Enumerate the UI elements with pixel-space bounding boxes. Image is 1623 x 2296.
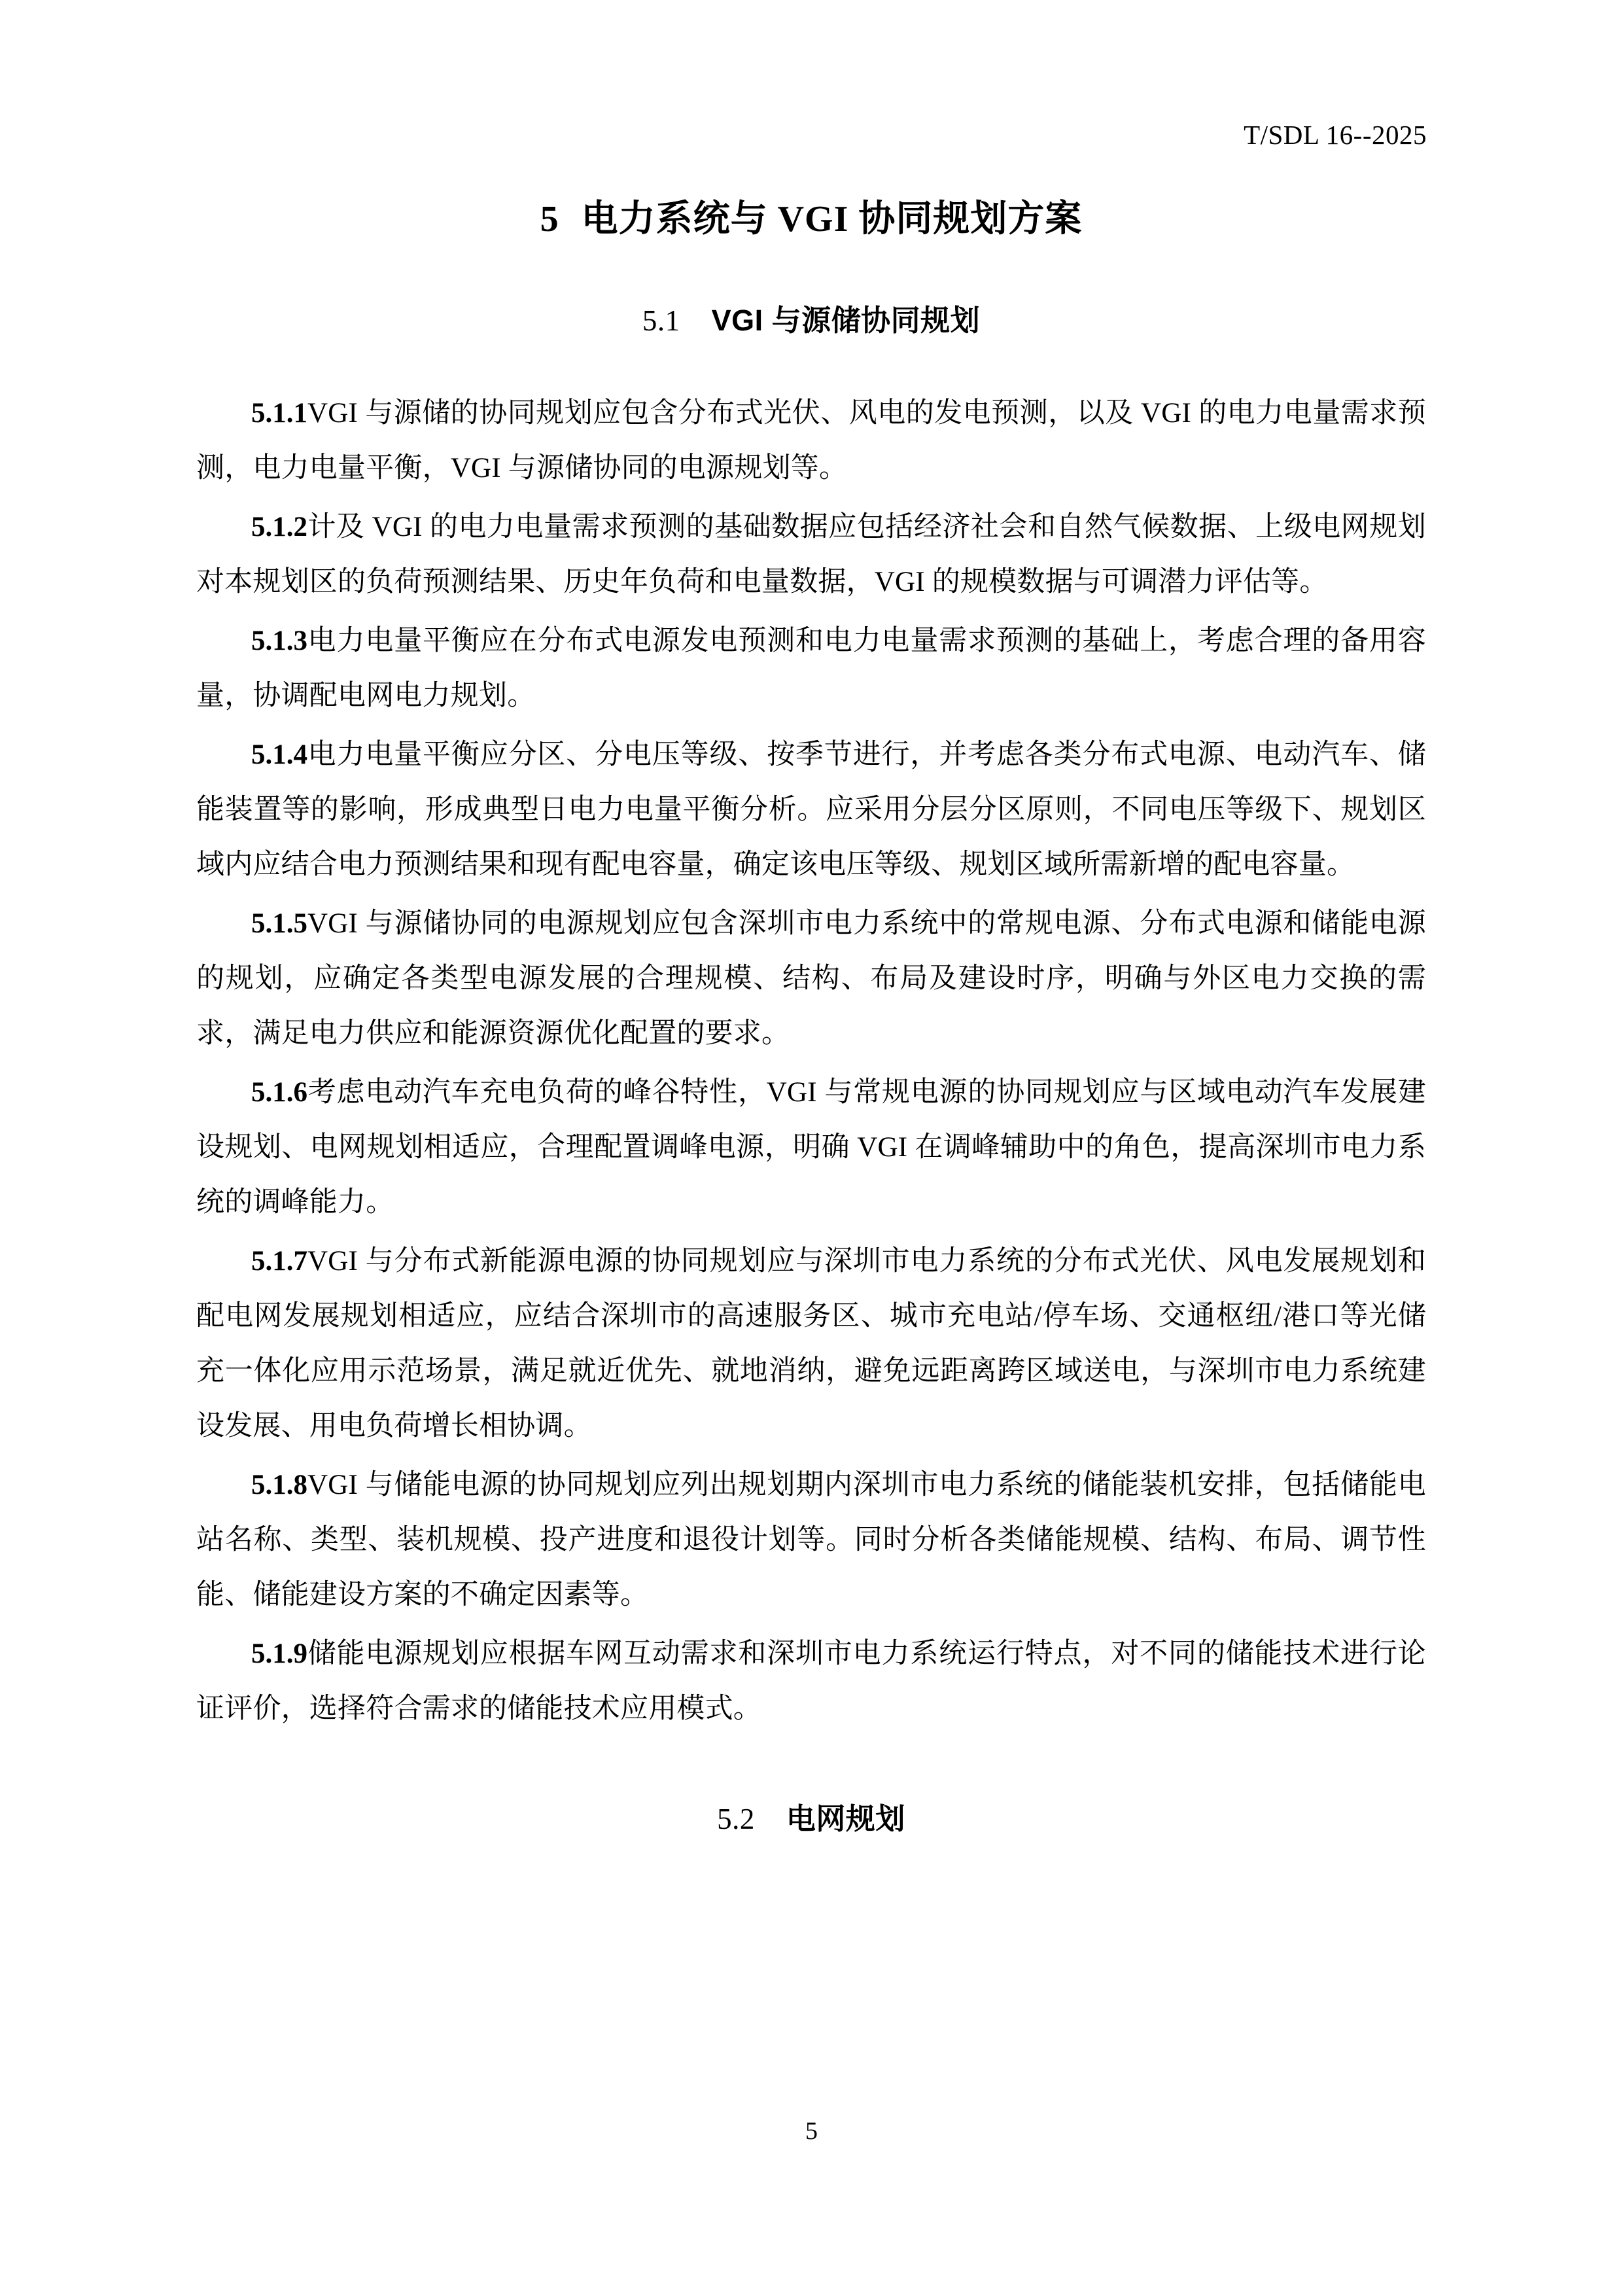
spacer-after-chapter — [196, 242, 1426, 302]
clause-label: 5.1.1 — [251, 398, 307, 429]
clause-5-1-7 — [196, 1234, 1426, 1454]
section-number-5-1: 5.1 — [642, 304, 680, 337]
page-number-value: 5 — [805, 2117, 818, 2145]
standard-code: T/SDL 16--2025 — [1244, 120, 1427, 150]
page-number — [0, 2117, 1623, 2146]
clause-5-1-2 — [196, 500, 1426, 610]
clause-text: 储能电源规划应根据车网互动需求和深圳市电力系统运行特点，对不同的储能技术进行论证评价，选择符合需求的储能技术应用模式。 — [196, 1638, 1426, 1725]
section-heading-5-1 — [196, 302, 1426, 339]
clause-5-1-6 — [196, 1065, 1426, 1230]
clause-5-1-4 — [196, 728, 1426, 892]
running-header — [196, 119, 1427, 150]
clause-label: 5.1.9 — [251, 1638, 307, 1670]
section-title-5-1: VGI 与源储协同规划 — [711, 304, 981, 337]
chapter-heading — [196, 196, 1426, 242]
clause-text: VGI 与源储协同的电源规划应包含深圳市电力系统中的常规电源、分布式电源和储能电源的规划，应确定各类型电源发展的合理规模、结构、布局及建设时序，明确与外区电力交换的需求，满足电力供应和能源资源优化配置的要求。 — [196, 908, 1427, 1050]
page-content — [196, 196, 1426, 1838]
section-number-5-2: 5.2 — [717, 1803, 755, 1836]
clause-label: 5.1.5 — [251, 908, 307, 940]
clause-label: 5.1.2 — [251, 512, 307, 543]
clause-label: 5.1.7 — [251, 1246, 307, 1277]
clause-5-1-8 — [196, 1458, 1426, 1623]
chapter-title-text: 电力系统与 VGI 协同规划方案 — [581, 199, 1083, 239]
clause-5-1-1 — [196, 386, 1426, 496]
section-heading-5-2 — [196, 1801, 1426, 1837]
clause-text: 考虑电动汽车充电负荷的峰谷特性，VGI 与常规电源的协同规划应与区域电动汽车发展建设规划、电网规划相适应，合理配置调峰电源，明确 VGI 在调峰辅助中的角色，提高深圳市电力系统的调峰能力。 — [196, 1077, 1426, 1218]
clause-text: VGI 与分布式新能源电源的协同规划应与深圳市电力系统的分布式光伏、风电发展规划和配电网发展规划相适应，应结合深圳市的高速服务区、城市充电站/停车场、交通枢纽/港口等光储充一体化应用示范场景，满足就近优先、就地消纳，避免远距离跨区域送电，与深圳市电力系统建设发展、用电负荷增长相协调。 — [196, 1246, 1427, 1442]
clause-text: VGI 与储能电源的协同规划应列出规划期内深圳市电力系统的储能装机安排，包括储能电站名称、类型、装机规模、投产进度和退役计划等。同时分析各类储能规模、结构、布局、调节性能、储能建设方案的不确定因素等。 — [196, 1470, 1427, 1611]
clause-label: 5.1.4 — [251, 739, 307, 771]
clause-label: 5.1.6 — [251, 1077, 307, 1108]
clause-label: 5.1.3 — [251, 626, 307, 657]
clause-5-1-3 — [196, 614, 1426, 724]
clause-text: VGI 与源储的协同规划应包含分布式光伏、风电的发电预测，以及 VGI 的电力电量需求预测，电力电量平衡，VGI 与源储协同的电源规划等。 — [196, 398, 1426, 484]
spacer-before-section-5-2 — [196, 1740, 1426, 1801]
clause-5-1-9 — [196, 1627, 1426, 1737]
clause-text: 电力电量平衡应分区、分电压等级、按季节进行，并考虑各类分布式电源、电动汽车、储能装置等的影响，形成典型日电力电量平衡分析。应采用分层分区原则，不同电压等级下、规划区域内应结合电力预测结果和现有配电容量，确定该电压等级、规划区域所需新增的配电容量。 — [196, 739, 1426, 881]
clause-label: 5.1.8 — [251, 1470, 307, 1501]
clause-text: 计及 VGI 的电力电量需求预测的基础数据应包括经济社会和自然气候数据、上级电网规划对本规划区的负荷预测结果、历史年负荷和电量数据，VGI 的规模数据与可调潜力评估等。 — [196, 512, 1426, 598]
chapter-number: 5 — [540, 199, 559, 239]
section-title-5-2: 电网规划 — [786, 1802, 905, 1836]
spacer-after-section — [196, 339, 1426, 386]
clause-text: 电力电量平衡应在分布式电源发电预测和电力电量需求预测的基础上，考虑合理的备用容量，协调配电网电力规划。 — [196, 626, 1426, 712]
clause-5-1-5 — [196, 896, 1426, 1061]
